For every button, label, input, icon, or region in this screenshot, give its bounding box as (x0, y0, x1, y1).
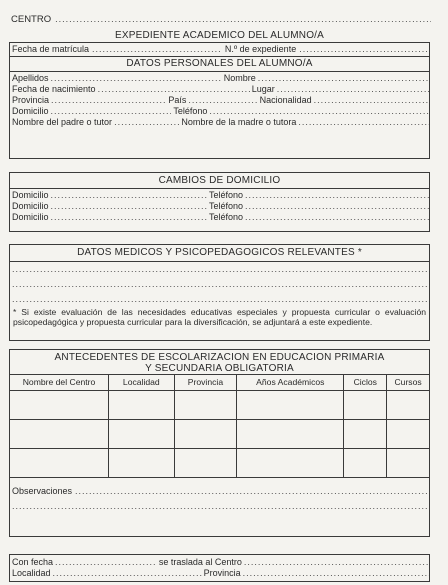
centro-traslado-field[interactable] (244, 557, 429, 568)
table-cell[interactable] (344, 449, 387, 478)
traslado-localidad-field[interactable] (53, 568, 202, 579)
observaciones-line[interactable] (10, 501, 429, 512)
domicilio-label: Domicilio (12, 106, 49, 116)
cambio-telefono-field[interactable] (245, 212, 429, 223)
cambio-domicilio-row (10, 201, 429, 212)
cambios-domicilio-box (9, 172, 430, 232)
datos-medicos-box (9, 244, 430, 341)
telefono-label: Teléfono (173, 106, 208, 116)
fecha-nacimiento-label: Fecha de nacimiento (12, 84, 96, 94)
medicos-line[interactable] (10, 279, 429, 290)
nombre-label: Nombre (223, 73, 256, 83)
apellidos-field[interactable] (51, 73, 222, 84)
observaciones-row (10, 486, 429, 497)
medicos-line[interactable] (10, 264, 429, 275)
domicilio-field[interactable] (51, 106, 172, 117)
matricula-row (10, 44, 429, 55)
nombre-madre-label: Nombre de la madre o tutora (181, 117, 297, 127)
provincia-field[interactable] (51, 95, 166, 106)
table-cell[interactable] (109, 391, 175, 420)
table-cell[interactable] (344, 420, 387, 449)
lugar-field[interactable] (277, 84, 429, 95)
table-cell[interactable] (174, 449, 237, 478)
lugar-label: Lugar (251, 84, 275, 94)
table-cell[interactable] (387, 391, 430, 420)
col-anos-academicos: Años Académicos (237, 375, 344, 391)
table-cell[interactable] (109, 420, 175, 449)
observaciones-label: Observaciones (12, 486, 73, 496)
nacimiento-row (10, 84, 429, 95)
col-cursos: Cursos (387, 375, 430, 391)
table-cell[interactable] (344, 391, 387, 420)
cambio-domicilio-field[interactable] (51, 212, 207, 223)
table-row (10, 391, 430, 420)
se-traslada-label: se traslada al Centro (158, 557, 242, 567)
traslado-row (10, 557, 429, 568)
col-nombre-centro: Nombre del Centro (10, 375, 109, 391)
table-cell[interactable] (387, 449, 430, 478)
col-localidad: Localidad (109, 375, 175, 391)
cambio-domicilio-label: Domicilio (12, 190, 49, 200)
centro-label: CENTRO (11, 14, 52, 25)
antecedentes-box (9, 349, 430, 537)
cambio-domicilio-label: Domicilio (12, 201, 49, 211)
datos-personales-box (9, 42, 430, 159)
table-cell[interactable] (174, 391, 237, 420)
table-cell[interactable] (10, 391, 109, 420)
traslado-provincia-field[interactable] (243, 568, 429, 579)
table-cell[interactable] (10, 449, 109, 478)
datos-medicos-title: DATOS MEDICOS Y PSICOPEDAGOGICOS RELEVANTES * (10, 245, 429, 262)
numero-expediente-label: N.º de expediente (224, 44, 297, 54)
antecedentes-table (9, 374, 430, 478)
datos-personales-title: DATOS PERSONALES DEL ALUMNO/A (10, 56, 429, 72)
cambio-telefono-label: Teléfono (208, 212, 243, 222)
numero-expediente-field[interactable] (299, 44, 429, 55)
nombre-padre-label: Nombre del padre o tutor (12, 117, 113, 127)
antecedentes-title-2: Y SECUNDARIA OBLIGATORIA (145, 363, 294, 374)
col-ciclos: Ciclos (344, 375, 387, 391)
cambio-domicilio-label: Domicilio (12, 212, 49, 222)
centro-field[interactable] (55, 14, 431, 25)
cambio-telefono-field[interactable] (245, 201, 429, 212)
nombre-field[interactable] (258, 73, 429, 84)
cambios-domicilio-title: CAMBIOS DE DOMICILIO (10, 174, 429, 189)
cambio-telefono-label: Teléfono (208, 190, 243, 200)
medicos-line[interactable] (10, 294, 429, 305)
pais-label: País (168, 95, 187, 105)
telefono-field[interactable] (209, 106, 429, 117)
con-fecha-label: Con fecha (12, 557, 54, 567)
datos-medicos-note: * Si existe evaluación de las necesidades educativas especiales y propuesta curricular o evaluación psicopedagógica y propuesta curricular para la diversificación, se adjuntará a este expediente. (13, 307, 426, 327)
antecedentes-title-1: ANTECEDENTES DE ESCOLARIZACION EN EDUCACION PRIMARIA (54, 352, 385, 363)
provincia-row (10, 95, 429, 106)
col-provincia: Provincia (174, 375, 237, 391)
table-header-row (10, 375, 430, 391)
traslado-box (9, 554, 430, 582)
table-cell[interactable] (109, 449, 175, 478)
table-cell[interactable] (387, 420, 430, 449)
cambio-domicilio-field[interactable] (51, 190, 207, 201)
nacionalidad-label: Nacionalidad (259, 95, 312, 105)
domicilio-row (10, 106, 429, 117)
nombre-padre-field[interactable] (114, 117, 179, 128)
cambio-telefono-label: Teléfono (208, 201, 243, 211)
observaciones-field[interactable] (75, 486, 429, 497)
con-fecha-field[interactable] (55, 557, 157, 568)
table-cell[interactable] (237, 420, 344, 449)
fecha-nacimiento-field[interactable] (98, 84, 250, 95)
provincia-label: Provincia (12, 95, 50, 105)
apellidos-label: Apellidos (12, 73, 49, 83)
table-cell[interactable] (237, 449, 344, 478)
table-cell[interactable] (237, 391, 344, 420)
cambio-domicilio-row (10, 190, 429, 201)
expediente-title: EXPEDIENTE ACADEMICO DEL ALUMNO/A (114, 30, 325, 41)
padres-row (10, 117, 429, 128)
apellidos-row (10, 73, 429, 84)
cambio-domicilio-row (10, 212, 429, 223)
table-cell[interactable] (174, 420, 237, 449)
table-row (10, 420, 430, 449)
centro-line (11, 14, 431, 25)
traslado-localidad-row (10, 568, 429, 579)
cambio-domicilio-field[interactable] (51, 201, 207, 212)
cambio-telefono-field[interactable] (245, 190, 429, 201)
nacionalidad-field[interactable] (314, 95, 429, 106)
nombre-madre-field[interactable] (298, 117, 429, 128)
table-row (10, 449, 430, 478)
table-cell[interactable] (10, 420, 109, 449)
pais-field[interactable] (188, 95, 257, 106)
traslado-localidad-label: Localidad (12, 568, 51, 578)
traslado-provincia-label: Provincia (203, 568, 241, 578)
fecha-matricula-label: Fecha de matrícula (12, 44, 90, 54)
fecha-matricula-field[interactable] (92, 44, 222, 55)
